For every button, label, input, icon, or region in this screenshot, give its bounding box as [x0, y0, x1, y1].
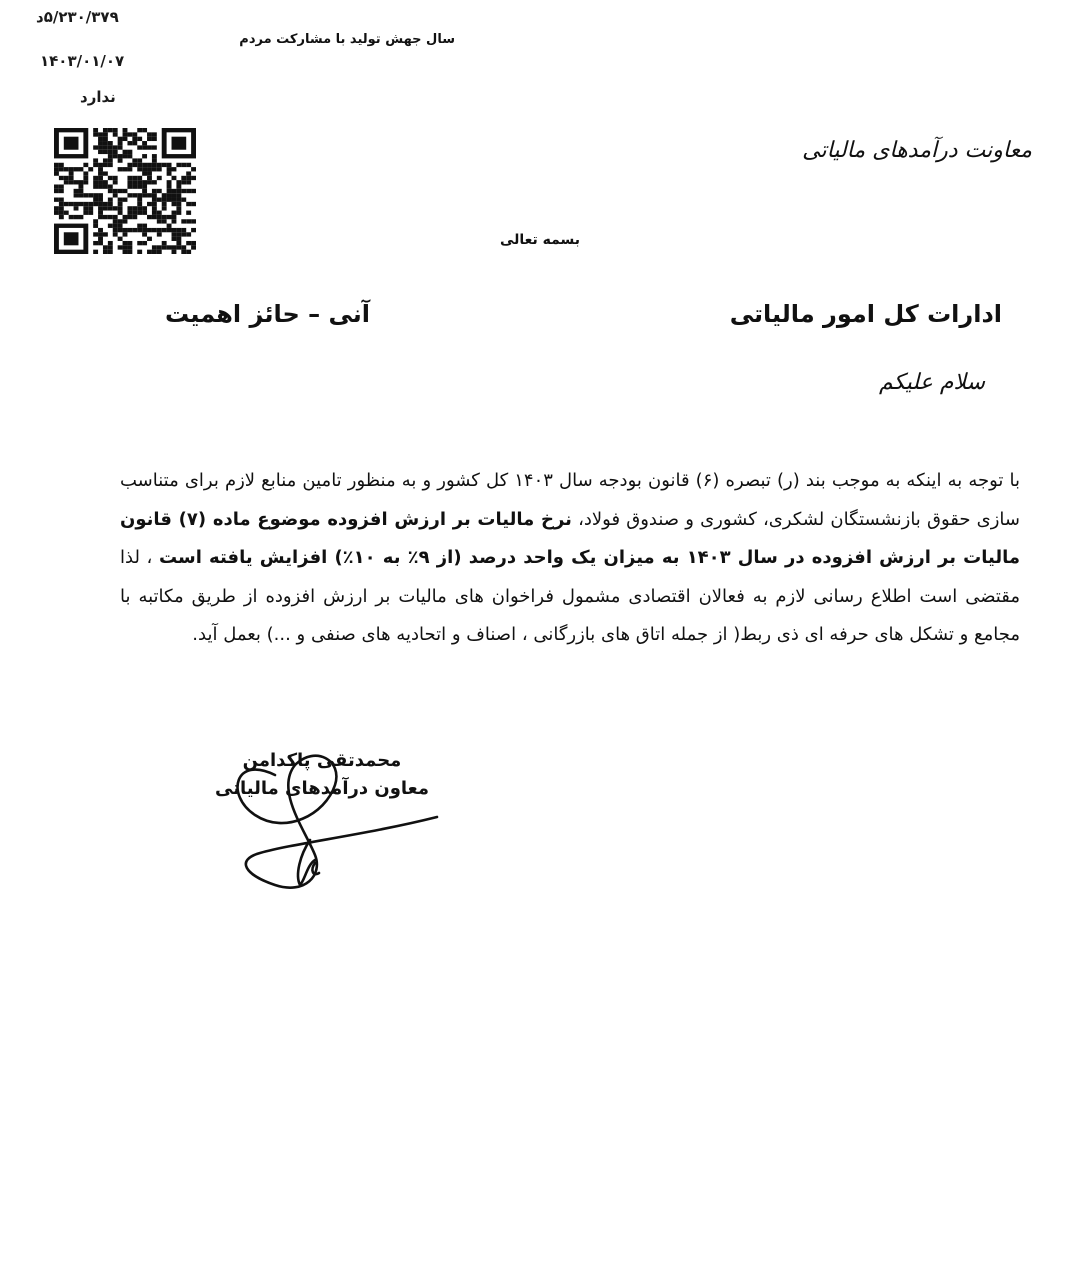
qr-code-icon — [54, 128, 196, 254]
year-slogan: سال جهش تولید با مشارکت مردم — [239, 32, 455, 47]
organization-name: معاونت درآمدهای مالیاتی — [802, 138, 1032, 163]
signatory-name: محمدتقی پاکدامن — [242, 750, 402, 771]
signatory-title: معاون درآمدهای مالیاتی — [215, 778, 429, 799]
body-part-1: با توجه به اینکه به موجب بند (ر) تبصره (۶) قانون بودجه سال ۱۴۰۳ کل کشور و به منظور تامین منابع لازم برای متناسب سازی حقوق بازنشستگان لشکری، کشوری و صندوق فولاد، — [120, 470, 1020, 530]
letter-body — [120, 462, 1020, 655]
greeting: سلام علیکم — [878, 370, 985, 395]
letter-number: ۵/۲۳۰/۳۷۹د — [36, 8, 119, 26]
besmeh-heading: بسمه تعالی — [499, 232, 581, 248]
recipient-title: ادارات کل امور مالیاتی — [729, 300, 1002, 328]
body-part-3: ، لذا مقتضی است اطلاع رسانی لازم به فعالان اقتصادی مشمول فراخوان های مالیات بر ارزش افزوده از طریق مکاتبه با مجامع و تشکل های حرفه ای ذی ربط( از جمله اتاق های بازرگانی ، اصناف و اتحادیه های صنفی و ...) بعمل آید. — [120, 547, 1020, 645]
body-highlight: نرخ مالیات بر ارزش افزوده موضوع ماده (۷) قانون مالیات بر ارزش افزوده در سال ۱۴۰۳ به میزان یک واحد درصد (از ۹٪ به ۱۰٪) افزایش یافته است — [120, 508, 1020, 568]
letter-attachment: ندارد — [80, 88, 116, 106]
handwritten-signature — [215, 735, 445, 905]
letter-date: ۱۴۰۳/۰۱/۰۷ — [40, 52, 125, 70]
priority-label: آنی – حائز اهمیت — [165, 300, 370, 328]
